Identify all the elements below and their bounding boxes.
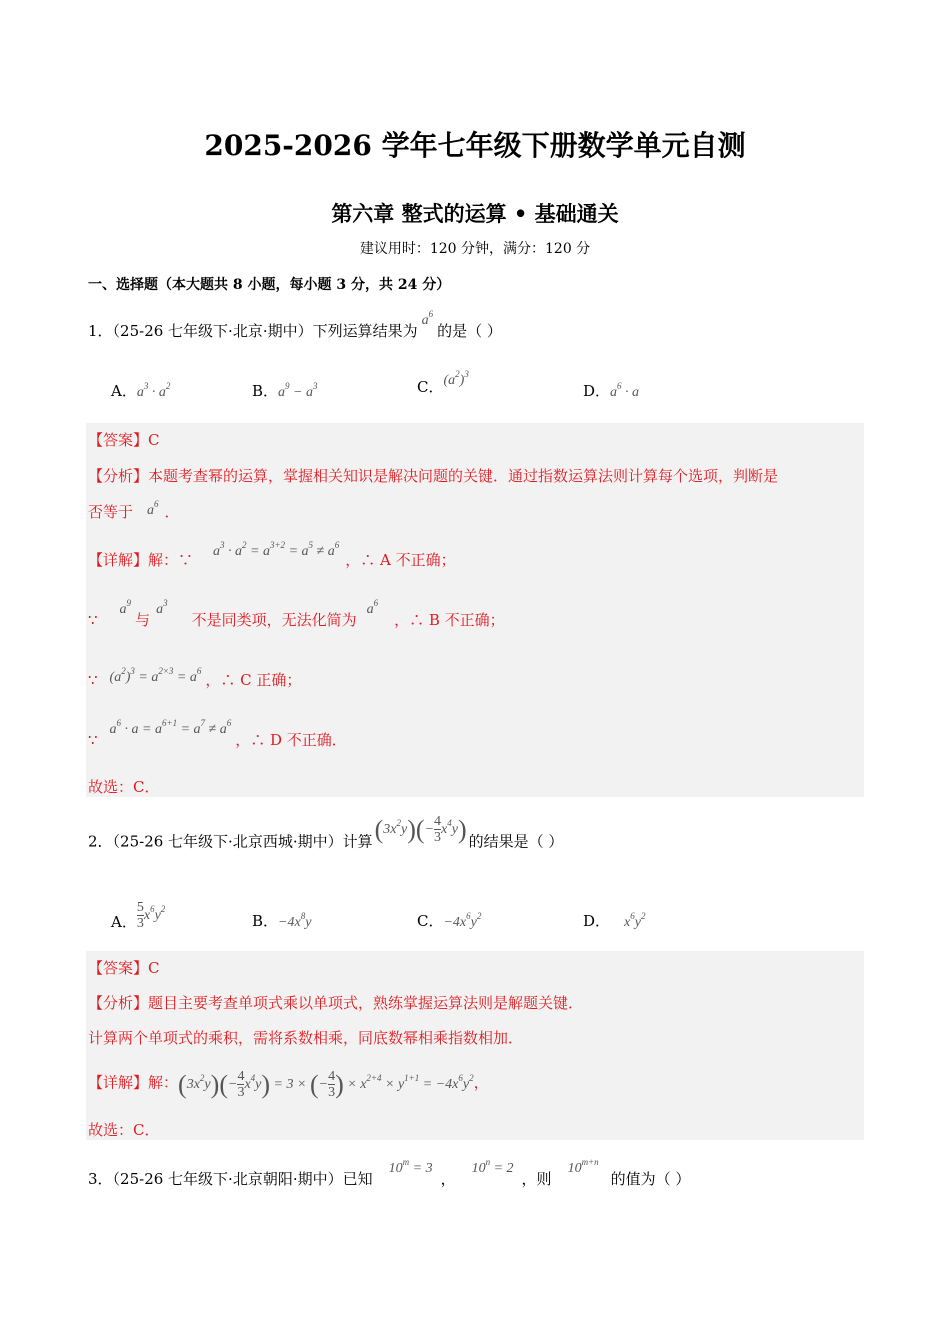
question-number: 1．	[88, 322, 113, 340]
chapter-title: 第六章 整式的运算 • 基础通关	[331, 201, 619, 226]
question-3: 3．（25-26 七年级下·北京朝阳·期中）已知$10^m = 3$，$10^n = 2$，则$10^{m+n}$的值为（ ）	[88, 1157, 691, 1188]
question-source: （25-26 七年级下·北京朝阳·期中）	[112, 1170, 343, 1188]
q2-option-d[interactable]: D． $x^6y^2$	[583, 911, 646, 930]
question-number: 2．	[88, 832, 113, 851]
q1-option-c[interactable]: C．$(a^2)^3$	[417, 369, 469, 396]
q1-analysis: 【分析】本题考查幂的运算，掌握相关知识是解决问题的关键．通过指数运算法则计算每个选项，判断是	[88, 467, 779, 485]
section-heading: 一、选择题（本大题共 8 小题，每小题 3 分，共 24 分）	[88, 277, 451, 293]
question-number: 3．	[88, 1170, 113, 1188]
q2-solution-box	[86, 951, 864, 1140]
q2-detail: 【详解】解：$(3x^2y)(-$ $\frac{4}{3}$ $x^4y) = 3$ × (− $\frac{4}{3}$ ) × $x^{2+4} \times y^{1+1} = -4x^6y^2$，	[88, 1069, 489, 1100]
question-1: 1．（25-26 七年级下·北京·期中）下列运算结果为$a^6$的是（ ）	[88, 309, 502, 340]
document-title: 2025-2026 学年七年级下册数学单元自测	[204, 129, 746, 162]
q2-option-a[interactable]: A． $\frac{5}{3}$ $x^6y^2$	[111, 900, 166, 931]
q1-conclusion: 故选：C．	[88, 778, 160, 796]
q1-detail-line-2: $\because a^9$与$a^3$不是同类项，无法化简为$a^6$，∴ B 不正确；	[88, 598, 505, 629]
q1-detail-line-4: $\because a^6 \cdot a = a^{6+1} = a^7 \ne a^6$，∴ D 不正确．	[88, 718, 347, 749]
q2-option-b[interactable]: B．$-4x^8y$	[252, 911, 312, 930]
q1-detail-line-3: ∵ $(a^2)^3 = a^{2\times 3} = a^6$ ，∴ C 正确；	[88, 666, 302, 689]
q1-answer: 【答案】C	[88, 431, 160, 449]
q2-analysis: 【分析】题目主要考查单项式乘以单项式，熟练掌握运算法则是解题关键．	[88, 994, 584, 1012]
q1-solution-box	[86, 423, 864, 797]
q1-option-a[interactable]: A．$a^3 \cdot a^2$	[111, 381, 171, 400]
question-source: （25-26 七年级下·北京西城·期中）	[112, 832, 343, 851]
q1-option-d[interactable]: D．$a^6 \cdot a$	[583, 381, 640, 400]
question-2: 2．（25-26 七年级下·北京西城·期中）计算$(3x^2y)(-$ $\frac{4}{3}$ $x^4y$) 的结果是（ ）	[88, 814, 564, 851]
math-q2-expression: $(3x^2y)(-$ $\frac{4}{3}$ $x^4y$)	[374, 814, 467, 845]
question-source: （25-26 七年级下·北京·期中）	[112, 322, 313, 340]
q1-option-b[interactable]: B．$a^9 - a^3$	[252, 381, 318, 400]
q2-answer: 【答案】C	[88, 959, 160, 977]
q2-conclusion: 故选：C．	[88, 1121, 160, 1139]
q1-analysis-cont: 否等于 $a^6$ ．	[88, 499, 180, 521]
q2-analysis-cont: 计算两个单项式的乘积，需将系数相乘，同底数幂相乘指数相加．	[88, 1029, 524, 1047]
math-a6: $a^6$	[421, 309, 434, 328]
q1-detail-line-1: 【详解】解：∵ $a^3 \cdot a^2 = a^{3+2} = a^5 \ne a^6$，∴ A 不正确；	[88, 540, 456, 569]
time-score-info: 建议用时：120 分钟，满分：120 分	[359, 241, 591, 257]
q2-option-c[interactable]: C．$-4x^6y^2$	[417, 911, 482, 930]
